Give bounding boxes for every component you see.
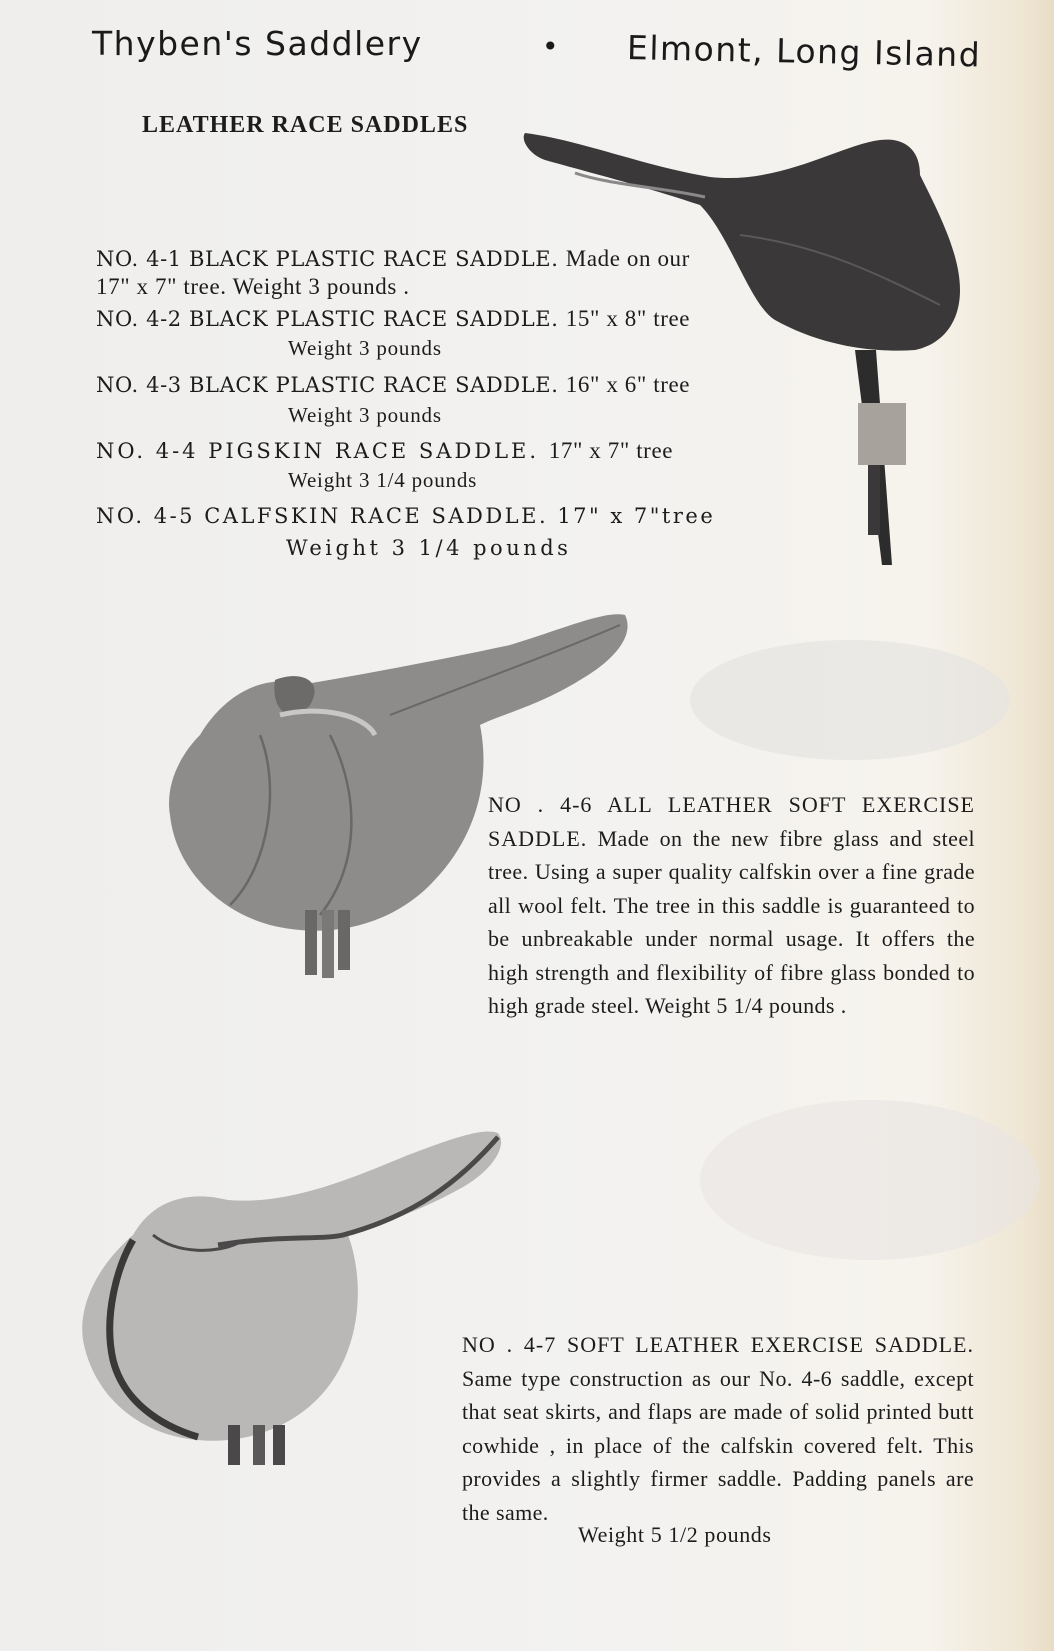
item-4-5-weight: Weight 3 1/4 pounds [286,536,572,560]
item-detail: 17" x 7" tree [548,438,674,463]
item-detail: Made on our [565,246,690,271]
item-detail: 16" x 6" tree [565,372,691,397]
item-4-2-weight: Weight 3 pounds [288,336,442,360]
item-4-2 [96,306,690,332]
item-4-4-weight: Weight 3 1/4 pounds [288,468,478,492]
section-title: LEATHER RACE SADDLES [142,112,469,138]
item-4-3-weight: Weight 3 pounds [288,403,442,427]
item-4-7-text: Same type construction as our No. 4-6 saddle, except that seat skirts, and flaps are made of solid printed butt cowhide , in place of the calfskin covered felt. This provides a slightly firmer saddle. Padding panels are the same. [462,1365,974,1525]
item-detail: 15" x 8" tree [565,306,691,331]
item-number: NO. 4-1 [96,247,182,271]
item-name: BLACK PLASTIC RACE SADDLE. [189,373,559,397]
item-detail: 17" x 7"tree [557,504,716,528]
item-number: NO. 4-5 [96,504,196,528]
item-number: NO. 4-2 [96,307,182,331]
item-4-1 [96,246,690,272]
store-location: Elmont, Long Island [626,28,982,75]
item-name: BLACK PLASTIC RACE SADDLE. [189,247,559,271]
exercise-4-7-description [462,1328,974,1529]
item-4-7-title: NO . 4-7 SOFT LEATHER EXERCISE SADDLE. [462,1332,974,1357]
item-number: NO. 4-4 [96,439,199,463]
item-4-1-line2: 17" x 7" tree. Weight 3 pounds . [96,274,410,299]
store-name: Thyben's Saddlery [92,24,423,63]
exercise-4-6-description [488,788,975,1023]
item-name: CALFSKIN RACE SADDLE. [204,504,549,528]
item-number: NO. 4-3 [96,373,182,397]
item-4-5 [96,504,715,528]
soft-exercise-saddle-image [78,1125,508,1465]
race-saddle-image [520,125,970,565]
item-4-6-text: Made on the new fibre glass and steel tree. Using a super quality calfskin over a fine grade all wool felt. The tree in this saddle is guaranteed to be unbreakable under normal usage. It offers the high strength and flexibility of fibre glass bonded to high grade steel. Weight 5 1/4 pounds . [488,825,975,1018]
item-name: BLACK PLASTIC RACE SADDLE. [189,307,559,331]
item-name: PIGSKIN RACE SADDLE. [208,439,540,463]
item-4-7-weight: Weight 5 1/2 pounds [578,1522,772,1547]
item-4-6-title: NO . 4-6 ALL LEATHER SOFT EXERCISE SADDLE. [488,792,975,851]
header-separator: • [542,30,561,63]
item-4-3 [96,372,690,398]
item-4-4 [96,438,673,464]
page-header [92,22,1012,82]
